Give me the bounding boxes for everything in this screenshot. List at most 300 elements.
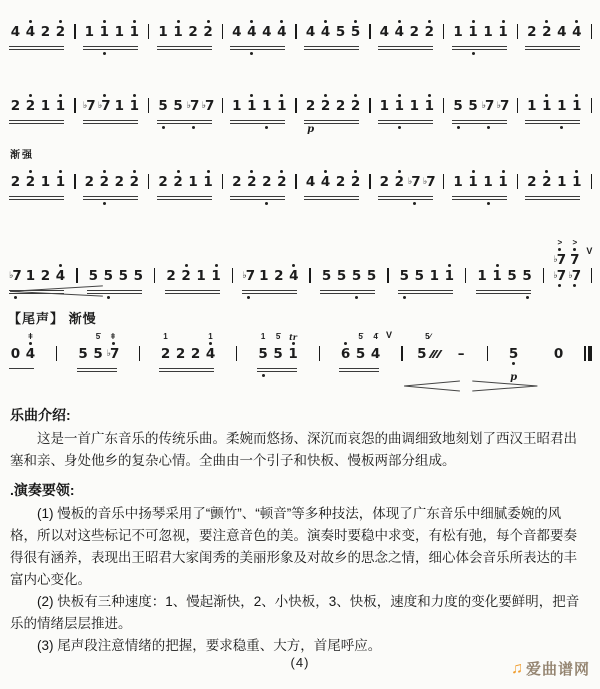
note-number: 4	[572, 24, 582, 40]
octave-dot-above	[250, 94, 253, 97]
beam-line	[157, 49, 212, 50]
note-number: 0	[10, 346, 21, 362]
note-number: 5	[350, 24, 361, 40]
octave-dot-above	[97, 342, 100, 345]
beam-line	[378, 120, 433, 121]
octave-dot-below	[472, 40, 475, 43]
coda-label: 【尾声】 渐慢	[8, 311, 97, 326]
octave-dot-below	[170, 284, 173, 287]
measure	[8, 160, 68, 208]
octave-dot-above	[250, 20, 253, 23]
octave-dot-below	[558, 284, 561, 287]
thin-bar	[584, 346, 585, 361]
octave-dot-below	[355, 284, 358, 287]
measure	[506, 332, 566, 383]
note	[554, 10, 569, 44]
octave-dot-above	[324, 94, 327, 97]
octave-dot-above	[502, 20, 505, 23]
note-number: 0	[553, 346, 564, 362]
octave-dot-above	[209, 342, 212, 345]
note	[38, 84, 53, 118]
measure	[156, 84, 216, 132]
octave-dot-above	[118, 170, 121, 173]
hairpin-cresc-decresc	[401, 380, 556, 392]
ornament: 4̇	[373, 332, 378, 341]
octave-dot-above	[575, 170, 578, 173]
octave-dot-below	[460, 362, 463, 365]
beam-line	[304, 199, 359, 200]
note-number: 2	[542, 174, 552, 190]
note-number: 5	[468, 98, 478, 114]
note	[481, 160, 496, 194]
barline	[148, 98, 149, 113]
flat-sign: ♭	[408, 177, 413, 187]
beam-line	[159, 371, 214, 372]
note-number: 2	[55, 24, 66, 40]
octave-dot-below	[383, 114, 386, 117]
octave-dot-above	[170, 264, 173, 267]
measure	[377, 160, 437, 208]
note	[407, 10, 422, 44]
barline	[443, 24, 444, 39]
octave-dot-below	[354, 40, 357, 43]
octave-dot-above	[179, 342, 182, 345]
note	[353, 332, 368, 366]
octave-dot-above	[472, 94, 475, 97]
octave-dot-below	[277, 284, 280, 287]
note-group	[229, 84, 289, 118]
note	[348, 10, 363, 44]
note	[274, 10, 289, 44]
note-number: 2	[175, 346, 186, 362]
beam-line	[9, 120, 64, 121]
note-group	[76, 332, 121, 366]
note	[156, 160, 171, 194]
note-number: 2	[232, 174, 242, 190]
note-number: 1	[527, 98, 537, 114]
note-number: 5	[453, 98, 463, 114]
octave-dot-above	[545, 20, 548, 23]
note	[303, 160, 318, 194]
note	[466, 160, 481, 194]
barline	[443, 174, 444, 189]
note-number: 2	[350, 174, 361, 190]
octave-dot-below	[413, 190, 416, 193]
barline	[591, 174, 592, 189]
barline	[387, 268, 388, 283]
beam-line	[9, 199, 64, 200]
octave-dot-above	[427, 342, 430, 345]
note	[171, 160, 186, 194]
octave-dot-above	[575, 20, 578, 23]
octave-dot-above	[215, 264, 218, 267]
beam-line	[83, 196, 138, 197]
octave-dot-above	[280, 20, 283, 23]
octave-dot-above	[457, 170, 460, 173]
note-number: ♭ 7	[82, 98, 96, 114]
note-number: 1	[232, 98, 242, 114]
octave-dot-below	[398, 114, 401, 117]
note	[256, 332, 271, 366]
beam-line	[83, 49, 138, 50]
note-number: ♭ 7	[242, 268, 256, 284]
octave-dot-below	[557, 362, 560, 365]
octave-dot-above	[560, 20, 563, 23]
note	[127, 10, 142, 44]
note	[97, 10, 112, 44]
note	[524, 160, 539, 194]
note-number: 2	[158, 174, 168, 190]
note-number: 1	[203, 174, 213, 190]
octave-dot-above	[59, 94, 62, 97]
beam-line	[157, 46, 212, 47]
note-number: 1	[196, 268, 206, 284]
note-number: 5	[336, 268, 347, 284]
note-group	[475, 254, 535, 288]
octave-dot-below	[262, 362, 265, 365]
note	[131, 254, 146, 288]
note	[116, 254, 131, 288]
note	[392, 10, 407, 44]
octave-dot-above	[292, 342, 295, 345]
note	[422, 10, 437, 44]
octave-dot-below	[354, 190, 357, 193]
note-number: 4	[305, 24, 316, 40]
note	[241, 254, 256, 288]
octave-dot-above	[103, 94, 106, 97]
beam-line	[339, 368, 379, 369]
score-line-1	[8, 10, 592, 58]
octave-dot-below	[403, 284, 406, 287]
note	[349, 254, 364, 288]
beam-line	[159, 368, 214, 369]
measure	[417, 332, 469, 380]
note-number: 5	[351, 268, 362, 284]
flat-sign: ♭	[106, 349, 111, 359]
beam-line	[525, 196, 580, 197]
octave-dot-above	[133, 20, 136, 23]
ornament: 1	[163, 332, 168, 341]
note-number: 4	[379, 24, 390, 40]
note	[554, 84, 569, 118]
octave-dot-above	[575, 94, 578, 97]
breath-mark: V	[586, 246, 593, 256]
octave-dot-below	[526, 284, 529, 287]
measure	[524, 160, 584, 208]
octave-dot-above	[44, 170, 47, 173]
note-number: ♭ 7	[9, 268, 22, 284]
note-number: 2	[394, 174, 405, 190]
note	[334, 254, 349, 288]
octave-dot-below	[413, 114, 416, 117]
octave-dot-below	[207, 190, 210, 193]
site-logo[interactable]	[511, 658, 590, 679]
octave-dot-below	[324, 40, 327, 43]
barline	[295, 174, 296, 189]
octave-dot-above	[512, 342, 515, 345]
octave-dot-below	[573, 284, 576, 287]
beam-line	[452, 46, 507, 47]
note-number: 1	[468, 174, 478, 190]
below-beam-dot	[560, 126, 563, 129]
measure	[303, 160, 363, 208]
note-number: 2	[350, 98, 361, 114]
beam-line	[398, 290, 453, 291]
measure	[397, 254, 457, 302]
ornament: tr	[289, 332, 297, 342]
octave-dot-above	[29, 342, 32, 345]
octave-dot-above	[164, 342, 167, 345]
note-number: 5	[399, 268, 410, 284]
note-number: 1	[379, 98, 390, 114]
note	[333, 10, 348, 44]
octave-dot-above	[383, 94, 386, 97]
note-number: 1	[259, 268, 269, 284]
octave-dot-below	[133, 40, 136, 43]
octave-dot-above	[192, 94, 195, 97]
measure	[338, 330, 393, 380]
beam-line	[304, 46, 359, 47]
note-number: ♭ 7	[186, 98, 200, 114]
beam-line	[9, 123, 64, 124]
intro-heading: 乐曲介绍:	[10, 407, 71, 423]
octave-dot-above	[207, 170, 210, 173]
octave-dot-below	[512, 362, 515, 365]
measure	[158, 332, 218, 380]
note-number: 2	[247, 174, 257, 190]
note	[194, 254, 209, 288]
note	[127, 84, 142, 118]
barline	[465, 268, 466, 283]
beam-line	[165, 293, 220, 294]
note	[333, 160, 348, 194]
note-group	[241, 254, 301, 288]
measure	[303, 10, 363, 58]
note-number: ♭ 7	[496, 98, 510, 114]
octave-dot-below	[457, 190, 460, 193]
note-number: 2	[203, 24, 213, 40]
beam-line	[9, 368, 34, 369]
note	[244, 10, 259, 44]
flat-sign: ♭	[186, 101, 191, 111]
beam-line	[230, 120, 285, 121]
beam-line	[398, 293, 453, 294]
octave-dot-below	[309, 114, 312, 117]
note	[524, 84, 539, 118]
octave-dot-below	[192, 114, 195, 117]
octave-dot-above	[92, 264, 95, 267]
octave-dot-above	[235, 20, 238, 23]
octave-dot-below	[418, 284, 421, 287]
measure	[377, 84, 437, 132]
note-number: 4	[205, 346, 216, 362]
octave-dot-below	[82, 362, 85, 365]
note	[112, 10, 127, 44]
octave-dot-below	[250, 114, 253, 117]
octave-dot-above	[339, 94, 342, 97]
note-number: 5	[417, 346, 439, 362]
note	[567, 268, 582, 288]
octave-dot-above	[265, 94, 268, 97]
measure	[156, 10, 216, 58]
octave-dot-above	[428, 170, 431, 173]
note-number: 4	[25, 346, 36, 362]
barline	[517, 98, 518, 113]
score-line-3	[8, 150, 592, 208]
beam-line	[476, 293, 531, 294]
barline	[369, 174, 370, 189]
octave-dot-below	[97, 362, 100, 365]
note-group	[524, 160, 584, 194]
note-number: 1	[444, 268, 455, 284]
beam-line	[157, 120, 212, 121]
octave-dot-below	[44, 190, 47, 193]
note	[186, 84, 201, 118]
octave-dot-below	[545, 114, 548, 117]
barline	[236, 346, 237, 361]
note	[112, 84, 127, 118]
barline	[319, 346, 320, 361]
octave-dot-below	[137, 284, 140, 287]
octave-dot-below	[44, 114, 47, 117]
flat-sign: ♭	[201, 101, 206, 111]
octave-dot-above	[103, 20, 106, 23]
barline	[232, 268, 233, 283]
note-number: 4	[277, 24, 287, 40]
score-coda-line	[8, 311, 592, 383]
octave-dot-below	[530, 40, 533, 43]
barline	[591, 24, 592, 39]
octave-dot-below	[340, 284, 343, 287]
note	[552, 268, 567, 288]
barline	[369, 98, 370, 113]
barline	[74, 174, 75, 189]
octave-dot-below	[502, 114, 505, 117]
note-group	[506, 332, 566, 366]
octave-dot-above	[118, 94, 121, 97]
octave-dot-above	[177, 94, 180, 97]
note-number: ♭ 7	[201, 98, 215, 114]
barline	[74, 98, 75, 113]
octave-dot-above	[133, 170, 136, 173]
note-group	[303, 160, 363, 194]
below-beam-dot	[250, 52, 253, 55]
beam-line	[339, 371, 379, 372]
octave-dot-above	[44, 94, 47, 97]
note-group	[82, 160, 142, 194]
octave-dot-below	[413, 40, 416, 43]
measure	[229, 160, 289, 208]
octave-dot-above	[354, 170, 357, 173]
octave-dot-above	[309, 170, 312, 173]
flat-sign: ♭	[568, 271, 573, 281]
note-number: 1	[409, 98, 420, 114]
note	[496, 84, 511, 118]
note-number: 4	[370, 346, 381, 362]
octave-dot-below	[177, 190, 180, 193]
octave-dot-below	[29, 190, 32, 193]
note-group	[397, 254, 457, 288]
note	[209, 254, 224, 288]
barline	[401, 346, 402, 361]
octave-dot-above	[545, 94, 548, 97]
note-group	[377, 10, 437, 44]
note	[407, 160, 422, 194]
measure	[451, 84, 511, 132]
note	[551, 332, 566, 366]
note-number: 4	[232, 24, 242, 40]
note-group	[377, 84, 437, 118]
octave-dot-above	[339, 170, 342, 173]
flat-sign: ♭	[553, 271, 558, 281]
octave-dot-above	[292, 264, 295, 267]
note	[38, 160, 53, 194]
octave-dot-below	[192, 190, 195, 193]
note-group	[82, 84, 142, 118]
note	[475, 254, 490, 288]
note-number: 5	[366, 268, 377, 284]
octave-dot-above	[573, 248, 576, 251]
long-crescendo-hairpin	[10, 284, 103, 297]
note	[76, 332, 91, 366]
note-group	[8, 10, 68, 44]
beam-line	[157, 123, 212, 124]
octave-dot-below	[235, 114, 238, 117]
note	[171, 84, 186, 118]
octave-dot-above	[487, 20, 490, 23]
note	[8, 332, 23, 366]
beam-line	[304, 196, 359, 197]
note-number: ♭ 7	[408, 174, 421, 190]
octave-dot-below	[177, 40, 180, 43]
note-number: 4	[247, 24, 257, 40]
note	[539, 160, 554, 194]
octave-dot-below	[383, 190, 386, 193]
note	[186, 10, 201, 44]
note	[338, 332, 353, 366]
note-number: 2	[335, 98, 346, 114]
octave-dot-below	[88, 40, 91, 43]
note	[127, 160, 142, 194]
beam-line	[525, 49, 580, 50]
note-number: 1	[557, 98, 567, 114]
beam-line	[83, 123, 138, 124]
octave-dot-above	[277, 342, 280, 345]
octave-dot-below	[560, 190, 563, 193]
below-beam-dot	[413, 202, 416, 205]
note	[286, 332, 301, 366]
octave-dot-below	[247, 284, 250, 287]
octave-dot-below	[481, 284, 484, 287]
note-number: 1	[477, 268, 487, 284]
beam-line	[320, 293, 375, 294]
octave-dot-below	[339, 40, 342, 43]
note-number: 2	[129, 174, 139, 190]
note-number: 5	[258, 346, 268, 362]
dynamic-marking: p	[307, 124, 315, 135]
octave-dot-below	[487, 114, 490, 117]
note	[259, 160, 274, 194]
beam-line	[9, 196, 64, 197]
note-number: 1	[129, 24, 139, 40]
octave-dot-below	[162, 114, 165, 117]
note-number: 2	[274, 268, 284, 284]
note	[392, 84, 407, 118]
below-beam-dot	[247, 296, 250, 299]
octave-dot-below	[179, 362, 182, 365]
note	[82, 10, 97, 44]
below-beam-dot	[398, 126, 401, 129]
